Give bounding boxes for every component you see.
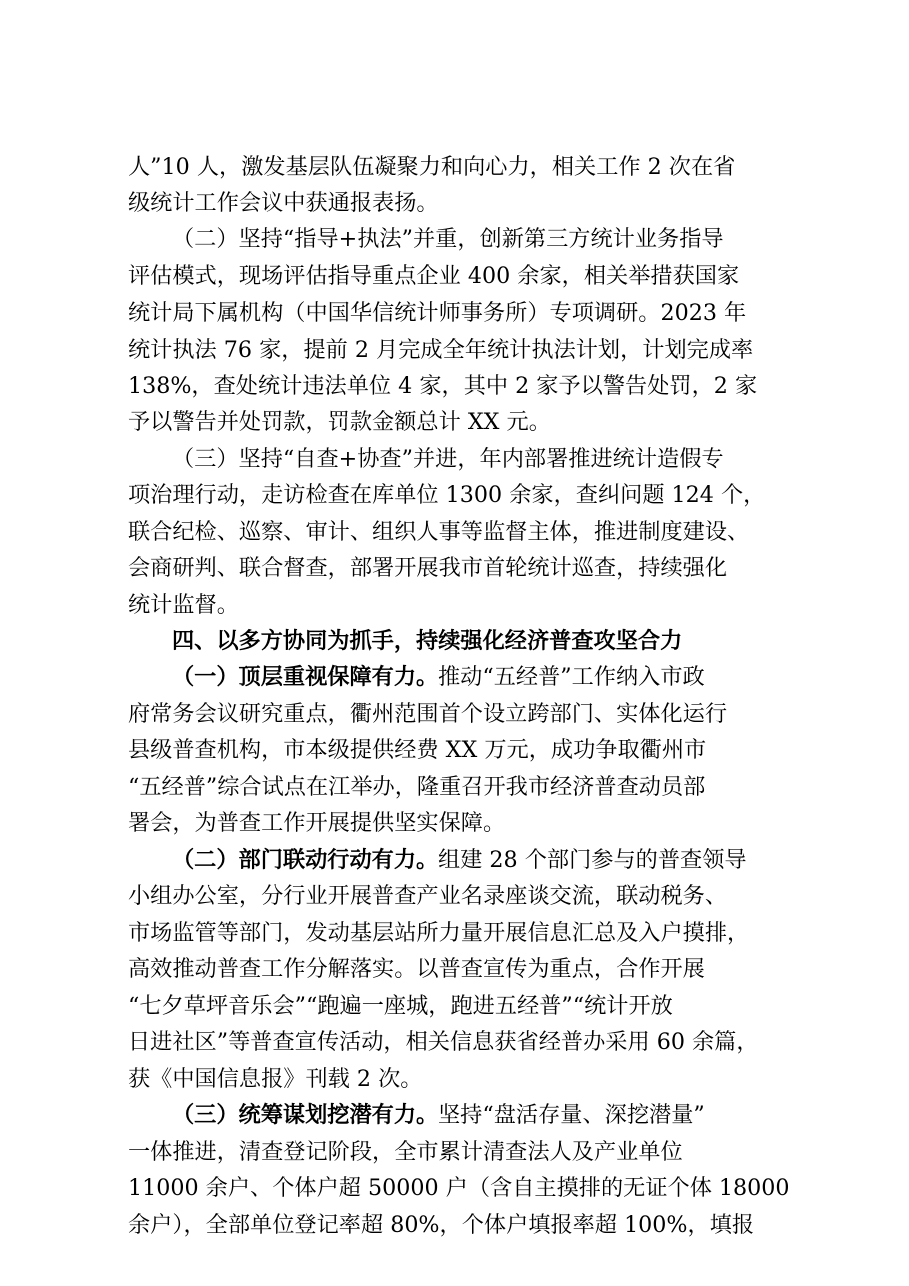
text-line [0,185,909,221]
text-segment: 推动“五经普”工作纳入市政 [438,664,705,690]
text-line [0,404,909,440]
text-segment: 日进社区”等普查宣传活动，相关信息获省经普办采用 60 余篇， [128,1029,759,1055]
text-line [0,842,909,878]
text-segment: “七夕草坪音乐会”“跑遍一座城，跑进五经普”“统计开放 [128,993,673,1019]
text-segment: “五经普”综合试点在江举办，隆重召开我市经济普查动员部 [128,774,706,800]
text-segment: 评估模式，现场评估指导重点企业 400 余家，相关举措获国家 [128,263,740,289]
subheading-text: （三）统筹谋划挖潜有力。 [172,1102,439,1128]
text-line [0,1207,909,1243]
text-line [0,769,909,805]
text-line [0,696,909,732]
text-segment: 11000 余户、个体户超 50000 户（含自主摸排的无证个体 18000 [128,1175,790,1201]
text-line [0,221,909,257]
text-line [0,587,909,623]
text-segment: 余户），全部单位登记率超 80%，个体户填报率超 100%，填报 [128,1212,755,1238]
text-segment: 府常务会议研究重点，衢州范围首个设立跨部门、实体化运行 [128,701,728,727]
text-segment: （二）坚持“指导+执法”并重，创新第三方统计业务指导 [172,226,724,252]
text-line [0,550,909,586]
section-heading-text: 四、以多方协同为抓手，持续强化经济普查攻坚合力 [172,628,683,654]
text-line [0,805,909,841]
text-line [0,1097,909,1133]
text-line [0,368,909,404]
text-line [0,951,909,987]
text-segment: 县级普查机构，市本级提供经费 XX 万元，成功争取衢州市 [128,737,707,763]
text-line [0,915,909,951]
text-line [0,477,909,513]
text-line [0,1061,909,1097]
text-line [0,332,909,368]
text-segment: 项治理行动，走访检查在库单位 1300 余家，查纠问题 124 个， [128,482,766,508]
text-line [0,988,909,1024]
subheading-text: （二）部门联动行动有力。 [172,847,439,873]
text-line [0,878,909,914]
text-segment: 统计局下属机构（中国华信统计师事务所）专项调研。2023 年 [128,300,747,326]
text-segment: 一体推进，清查登记阶段，全市累计清查法人及产业单位 [128,1139,683,1165]
text-line [0,514,909,550]
text-line [0,149,909,185]
text-segment: 获《中国信息报》刊载 2 次。 [128,1066,423,1092]
text-segment: 市场监管等部门，发动基层站所力量开展信息汇总及入户摸排， [128,920,750,946]
text-segment: 署会，为普查工作开展提供坚实保障。 [128,810,506,836]
text-segment: 组建 28 个部门参与的普查领导 [438,847,747,873]
text-segment: 人”10 人，激发基层队伍凝聚力和向心力，相关工作 2 次在省 [128,154,736,180]
text-segment: 会商研判、联合督查，部署开展我市首轮统计巡查，持续强化 [128,555,728,581]
text-line [0,732,909,768]
section-heading [0,623,909,659]
subheading-text: （一）顶层重视保障有力。 [172,664,439,690]
text-line [0,1134,909,1170]
text-segment: 统计执法 76 家，提前 2 月完成全年统计执法计划，计划完成率 [128,337,754,363]
text-segment: 小组办公室，分行业开展普查产业名录座谈交流，联动税务、 [128,883,728,909]
text-segment: 高效推动普查工作分解落实。以普查宣传为重点，合作开展 [128,956,705,982]
text-line [0,441,909,477]
text-segment: 予以警告并处罚款，罚款金额总计 XX 元。 [128,409,551,435]
text-segment: 联合纪检、巡察、审计、组织人事等监督主体，推进制度建设、 [128,519,750,545]
text-segment: 坚持“盘活存量、深挖潜量” [438,1102,705,1128]
text-segment: （三）坚持“自查+协查”并进，年内部署推进统计造假专 [172,446,724,472]
text-segment: 统计监督。 [128,592,239,618]
text-line [0,258,909,294]
text-line [0,1170,909,1206]
text-line [0,1024,909,1060]
text-line [0,295,909,331]
text-segment: 级统计工作会议中获通报表扬。 [128,190,439,216]
text-segment: 138%，查处统计违法单位 4 家，其中 2 家予以警告处罚，2 家 [128,373,758,399]
text-line [0,659,909,695]
